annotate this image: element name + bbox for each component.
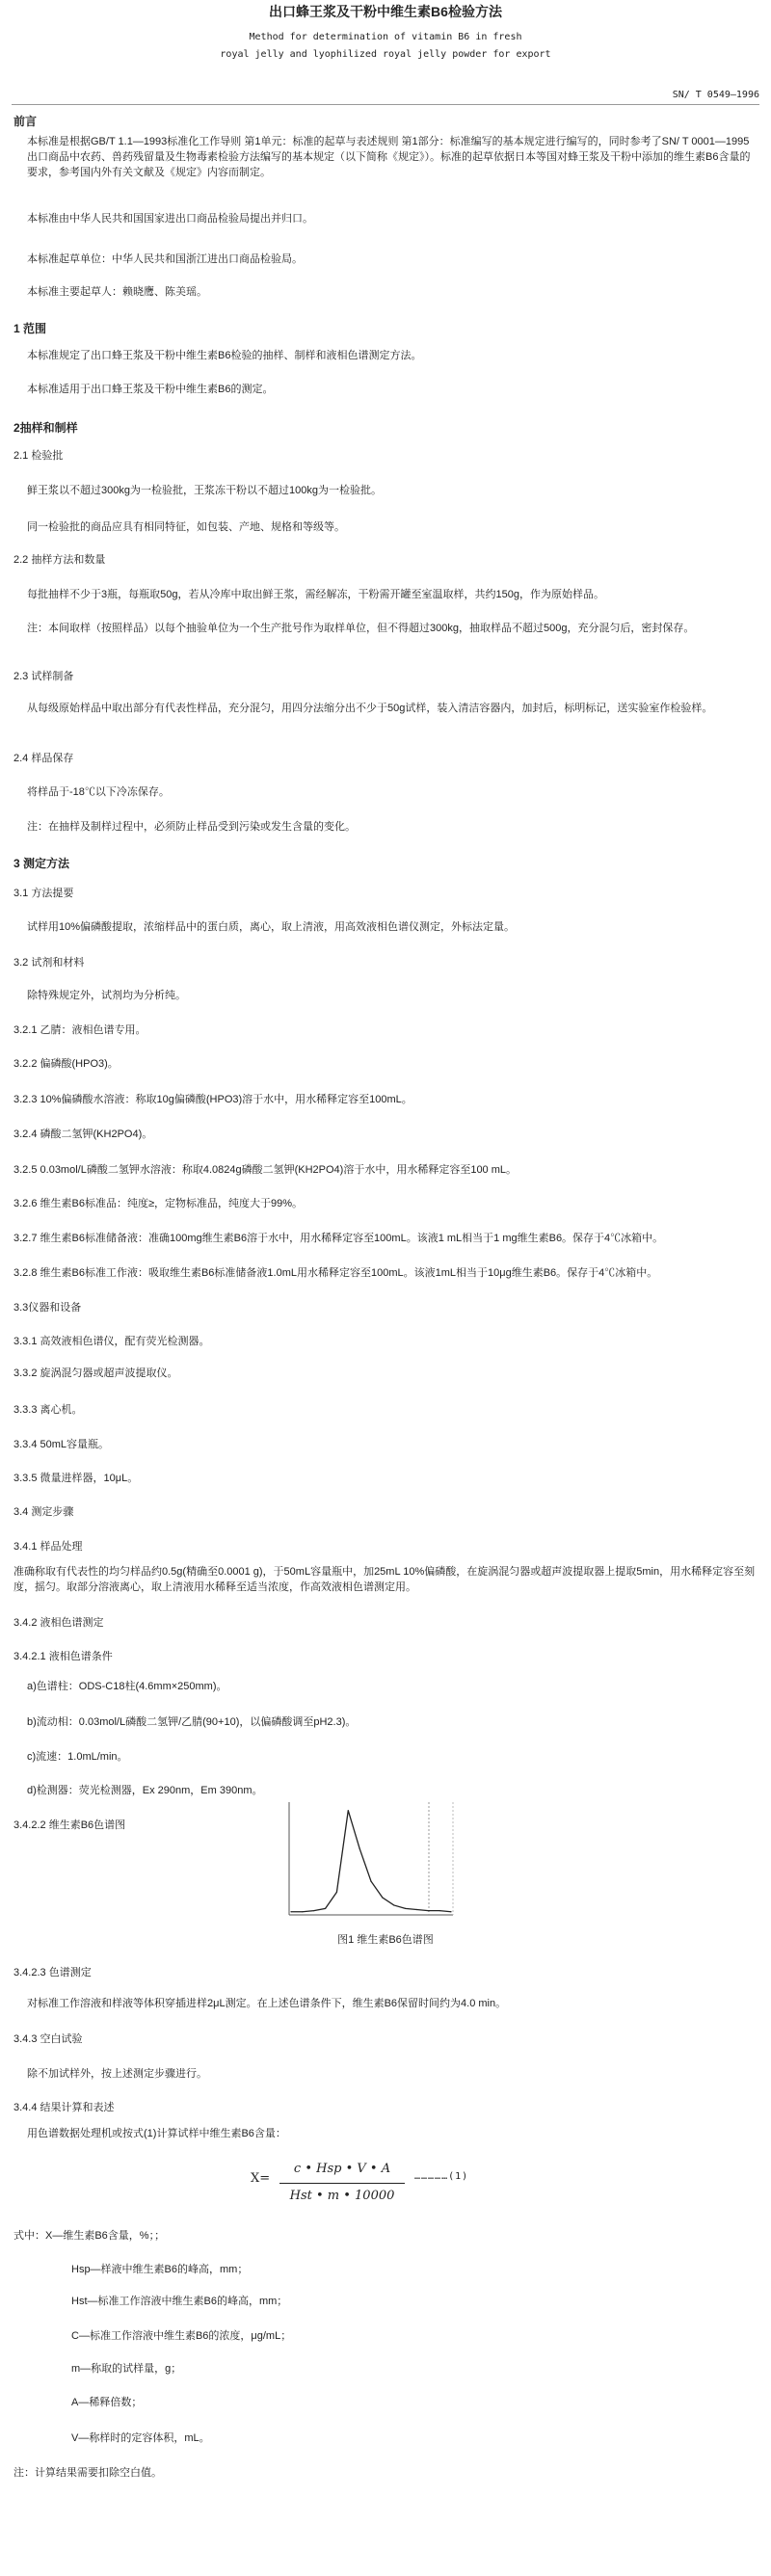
section-3-heading: 3 测定方法 [13,857,70,870]
section-3-4-2-2-heading: 3.4.2.2 维生素B6色谱图 [13,1819,126,1831]
item-3-3-2: 3.3.2 旋涡混匀器或超声波提取仪。 [13,1368,178,1379]
section-2-1-para-2: 同一检验批的商品应具有相同特征，如包装、产地、规格和等级等。 [27,521,345,533]
where-item-4: m—称取的试样量，g； [71,2363,182,2375]
section-3-4-2-heading: 3.4.2 液相色谱测定 [13,1617,104,1629]
section-3-3-heading: 3.3仪器和设备 [13,1302,82,1314]
item-3-2-5: 3.2.5 0.03mol/L磷酸二氢钾水溶液：称取4.0824g磷酸二氢钾(KH2PO4)溶于水中，用水稀释定容至100 mL。 [13,1164,518,1176]
section-3-4-1-para-1: 准确称取有代表性的均匀样品约0.5g(精确至0.0001 g)，于50mL容量瓶中，加25mL 10%偏磷酸，在旋涡混匀器或超声波提取器上提取5min，用水稀释定容至刻度，摇匀。取部分溶液离心，取上清液用水稀释至适当浓度，作高效液相色谱测定用。 [13,1566,756,1593]
section-2-4-note: 注：在抽样及制样过程中，必须防止样品受到污染或发生含量的变化。 [27,821,356,833]
english-title-line-2: royal jelly and lyophilized royal jelly powder for export [220,49,551,60]
section-3-2-para-1: 除特殊规定外，试剂均为分析纯。 [27,990,186,1001]
section-2-2-para-1: 每批抽样不少于3瓶，每瓶取50g，若从冷库中取出鲜王浆，需经解冻，干粉需开罐至室温取样，共约150g，作为原始样品。 [27,589,604,600]
chromatogram-chart [279,1797,463,1927]
item-3-2-6: 3.2.6 维生素B6标准品：纯度≥，定物标准品，纯度大于99%。 [13,1198,304,1209]
section-3-4-2-3-para-1: 对标准工作溶液和样液等体积穿插进样2μL测定。在上述色谱条件下，维生素B6保留时间约为4.0 min。 [27,1998,507,2009]
item-3-2-8: 3.2.8 维生素B6标准工作液：吸取维生素B6标准储备液1.0mL用水稀释定容至100mL。该液1mL相当于10μg维生素B6。保存于4℃冰箱中。 [13,1267,658,1279]
english-title-line-1: Method for determination of vitamin B6 in fresh [249,32,522,42]
formula-fraction [279,2161,405,2206]
condition-a: a)色谱柱：ODS-C18柱(4.6mm×250mm)。 [27,1681,227,1692]
where-item-5: A—稀释倍数； [71,2397,143,2408]
formula-lhs: X= [251,2171,271,2186]
preface-paragraph-2: 本标准由中华人民共和国国家进出口商品检验局提出并归口。 [27,213,313,225]
figure-caption: 图1 维生素B6色谱图 [337,1934,434,1946]
section-3-4-2-1-heading: 3.4.2.1 液相色谱条件 [13,1651,113,1662]
where-item-6: V—称样时的定容体积，mL。 [71,2432,210,2444]
section-2-3-para-1: 从每级原始样品中取出部分有代表性样品，充分混匀，用四分法缩分出不少于50g试样，装入清洁容器内，加封后，标明标记，送实验室作检验样。 [27,703,713,714]
section-2-2-heading: 2.2 抽样方法和数量 [13,554,106,566]
item-3-3-1: 3.3.1 高效液相色谱仪，配有荧光检测器。 [13,1336,210,1347]
section-3-4-4-para-1: 用色谱数据处理机或按式(1)计算试样中维生素B6含量： [27,2128,286,2139]
section-2-1-heading: 2.1 检验批 [13,450,64,462]
item-3-3-5: 3.3.5 微量进样器，10μL。 [13,1473,139,1484]
standard-number: SN/ T 0549—1996 [672,90,759,100]
where-item-2: Hst—标准工作溶液中维生素B6的峰高，mm； [71,2296,288,2307]
section-3-1-para-1: 试样用10%偏磷酸提取，浓缩样品中的蛋白质，离心，取上清液，用高效液相色谱仪测定，外标法定量。 [27,921,516,933]
where-item-1: Hsp—样液中维生素B6的峰高，mm； [71,2264,249,2275]
section-1-para-2: 本标准适用于出口蜂王浆及干粉中维生素B6的测定。 [27,384,274,395]
formula-denominator: Hst • m • 10000 [289,2188,395,2203]
preface-paragraph-1: 本标准是根据GB/T 1.1—1993标准化工作导则 第1单元：标准的起草与表述规则 第1部分：标准编写的基本规定进行编写的，同时参考了SN/ T 0001—1995出口商品中农药、兽药残留量及生物毒素检验方法编写的基本规定（以下简称《规定》）。标准的起草依据日本等国对蜂王浆及干粉中添加的维生素B6含量的要求，参考国内外有关文献及《规定》内容而制定。 [27,136,751,178]
condition-b: b)流动相：0.03mol/L磷酸二氢钾/乙腈(90+10)，以偏磷酸调至pH2.3)。 [27,1716,357,1728]
section-1-para-1: 本标准规定了出口蜂王浆及干粉中维生素B6检验的抽样、制样和液相色谱测定方法。 [27,350,422,361]
formula-numerator: c • Hsp • V • A [279,2161,405,2184]
section-3-2-heading: 3.2 试剂和材料 [13,957,85,969]
section-2-heading: 2抽样和制样 [13,421,78,435]
section-3-4-1-heading: 3.4.1 样品处理 [13,1541,83,1553]
where-heading: 式中：X—维生素B6含量，%；； [13,2230,166,2242]
section-2-1-para-1: 鲜王浆以不超过300kg为一检验批，王浆冻干粉以不超过100kg为一检验批。 [27,485,382,496]
item-3-2-1: 3.2.1 乙腈：液相色谱专用。 [13,1024,146,1036]
section-2-3-heading: 2.3 试样制备 [13,671,74,682]
section-1-heading: 1 范围 [13,322,47,335]
section-3-4-3-para-1: 除不加试样外，按上述测定步骤进行。 [27,2068,207,2080]
item-3-3-4: 3.3.4 50mL容量瓶。 [13,1439,110,1450]
section-3-4-2-3-heading: 3.4.2.3 色谱测定 [13,1967,92,1978]
chromatogram-trace [291,1811,451,1912]
item-3-2-4: 3.2.4 磷酸二氢钾(KH2PO4)。 [13,1129,153,1140]
condition-c: c)流速：1.0mL/min。 [27,1751,128,1763]
header-divider [12,104,759,105]
section-2-2-note: 注：本间取样（按照样品）以每个抽验单位为一个生产批号作为取样单位，但不得超过300kg，抽取样品不超过500g，充分混匀后，密封保存。 [27,623,695,634]
section-3-4-heading: 3.4 测定步骤 [13,1506,74,1518]
item-3-3-3: 3.3.3 离心机。 [13,1404,83,1416]
section-2-4-heading: 2.4 样品保存 [13,753,74,764]
formula-number: ……………(1) [414,2171,469,2182]
section-2-4-para-1: 将样品于-18℃以下冷冻保存。 [27,786,170,798]
section-3-4-4-heading: 3.4.4 结果计算和表述 [13,2102,115,2113]
item-3-2-3: 3.2.3 10%偏磷酸水溶液：称取10g偏磷酸(HPO3)溶于水中，用水稀释定容至100mL。 [13,1094,412,1105]
preface-paragraph-4: 本标准主要起草人：赖晓鹰、陈美瑶。 [27,286,207,298]
section-3-4-3-heading: 3.4.3 空白试验 [13,2033,83,2045]
preface-paragraph-3: 本标准起草单位：中华人民共和国浙江进出口商品检验局。 [27,253,303,265]
item-3-2-2: 3.2.2 偏磷酸(HPO3)。 [13,1058,119,1070]
formula-1 [251,2153,655,2230]
item-3-2-7: 3.2.7 维生素B6标准储备液：准确100mg维生素B6溶于水中，用水稀释定容至100mL。该液1 mL相当于1 mg维生素B6。保存于4℃冰箱中。 [13,1233,664,1244]
condition-d: d)检测器：荧光检测器，Ex 290nm，Em 390nm。 [27,1785,263,1796]
where-item-3: C—标准工作溶液中维生素B6的浓度，μg/mL； [71,2330,292,2342]
document-title: 出口蜂王浆及干粉中维生素B6检验方法 [269,4,502,19]
final-note: 注：计算结果需要扣除空白值。 [13,2467,162,2479]
section-3-1-heading: 3.1 方法提要 [13,888,74,899]
preface-heading: 前言 [13,115,38,128]
